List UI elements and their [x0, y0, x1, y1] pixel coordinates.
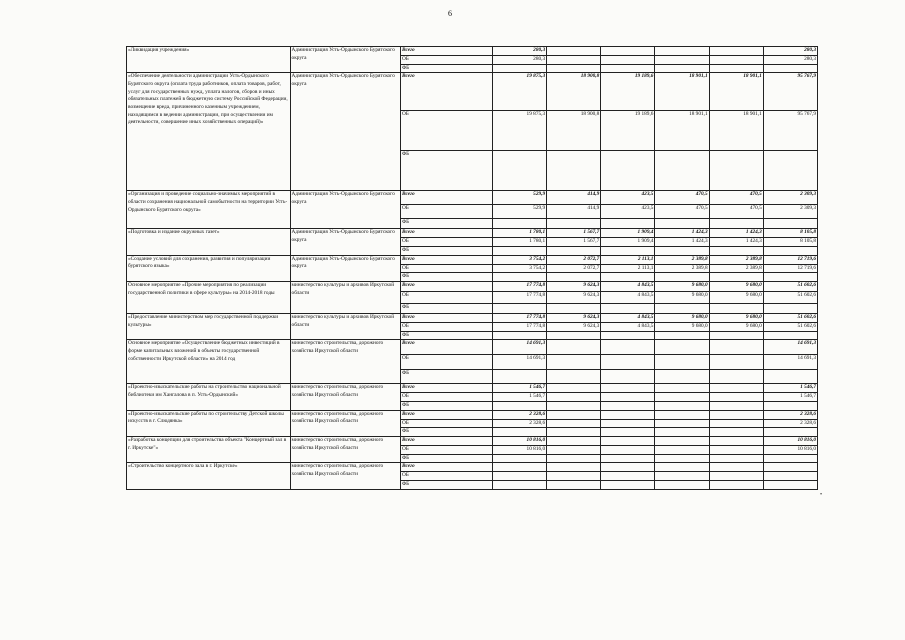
year-amount-cell: 1 567,7	[547, 229, 601, 238]
year-amount-cell	[709, 463, 763, 472]
year-amount-cell	[709, 402, 763, 411]
year-amount-cell	[547, 47, 601, 56]
year-amount-cell: 470,5	[709, 205, 763, 219]
table-row	[127, 282, 818, 292]
total-amount-cell: 10 816,0	[763, 446, 817, 455]
year-amount-cell	[547, 247, 601, 256]
activity-name-cell: «Строительство концертного зала в г. Иркутске»	[127, 463, 291, 489]
total-amount-cell	[763, 454, 817, 463]
year-amount-cell	[655, 419, 709, 428]
year-amount-cell: 280,3	[492, 47, 546, 56]
year-amount-cell	[492, 481, 546, 490]
activity-name-cell: «Разработка концепции для строительства объекта "Концертный зал в г. Иркутске"»	[127, 437, 291, 463]
year-amount-cell	[547, 219, 601, 229]
year-amount-cell	[709, 151, 763, 191]
year-amount-cell: 1 424,3	[655, 238, 709, 247]
year-amount-cell	[709, 410, 763, 419]
year-amount-cell: 414,9	[547, 205, 601, 219]
funding-source-cell: ОБ	[400, 472, 492, 481]
year-amount-cell	[655, 402, 709, 411]
total-amount-cell	[763, 481, 817, 490]
total-amount-cell: 8 105,8	[763, 229, 817, 238]
total-amount-cell: 12 719,6	[763, 264, 817, 273]
total-amount-cell: 51 602,6	[763, 314, 817, 323]
table-row	[127, 384, 818, 393]
year-amount-cell	[492, 472, 546, 481]
budget-table-container	[126, 46, 818, 490]
funding-source-cell: Всего	[400, 191, 492, 205]
year-amount-cell	[709, 437, 763, 446]
responsible-executor-cell: министерство культуры и архивов Иркутской области	[290, 282, 400, 314]
table-row	[127, 314, 818, 323]
year-amount-cell: 2 389,8	[709, 264, 763, 273]
year-amount-cell	[547, 472, 601, 481]
year-amount-cell	[601, 340, 655, 355]
total-amount-cell: 1 546,7	[763, 384, 817, 393]
year-amount-cell: 2 389,8	[655, 264, 709, 273]
year-amount-cell: 14 691,3	[492, 340, 546, 355]
year-amount-cell	[492, 64, 546, 73]
total-amount-cell	[763, 64, 817, 73]
total-amount-cell: 12 719,6	[763, 255, 817, 264]
responsible-executor-cell: Администрация Усть-Ордынского Бурятского округа	[290, 47, 400, 73]
year-amount-cell: 9 680,0	[709, 292, 763, 304]
year-amount-cell	[709, 419, 763, 428]
year-amount-cell	[547, 402, 601, 411]
year-amount-cell	[709, 446, 763, 455]
year-amount-cell	[492, 454, 546, 463]
year-amount-cell	[492, 151, 546, 191]
year-amount-cell: 18 900,8	[547, 73, 601, 111]
total-amount-cell: 10 816,0	[763, 437, 817, 446]
funding-source-cell: Всего	[400, 47, 492, 56]
funding-source-cell: ОБ	[400, 205, 492, 219]
funding-source-cell: ФБ	[400, 304, 492, 314]
activity-name-cell: «Обеспечение деятельности администрации Усть-Ордынского Бурятского округа (оплата труда работников, оплата товаров, работ, услуг для государственных нужд, уплата налогов, сборов и иных обязательных платежей в бюджетную систему Российской Федерации, возмещение вреда, причиненного казенным учреждением, находящимся в ведении администрации, при осуществлении им деятельности, совершение иных хозяйственных операций)»	[127, 73, 291, 191]
year-amount-cell: 4 843,5	[601, 314, 655, 323]
year-amount-cell: 423,5	[601, 191, 655, 205]
page-number: 6	[448, 9, 452, 18]
year-amount-cell: 470,5	[655, 205, 709, 219]
total-amount-cell: 2 328,6	[763, 410, 817, 419]
total-amount-cell	[763, 402, 817, 411]
year-amount-cell: 1 546,7	[492, 393, 546, 402]
funding-source-cell: ФБ	[400, 151, 492, 191]
funding-source-cell: ОБ	[400, 264, 492, 273]
responsible-executor-cell: министерство строительства, дорожного хозяйства Иркутской области	[290, 437, 400, 463]
year-amount-cell	[655, 47, 709, 56]
year-amount-cell	[655, 446, 709, 455]
total-amount-cell: 14 691,3	[763, 340, 817, 355]
funding-source-cell: ОБ	[400, 238, 492, 247]
funding-source-cell: ФБ	[400, 428, 492, 437]
total-amount-cell: 2 328,6	[763, 419, 817, 428]
funding-source-cell: Всего	[400, 73, 492, 111]
year-amount-cell: 1 424,3	[709, 238, 763, 247]
responsible-executor-cell: Администрация Усть-Ордынского Бурятского округа	[290, 191, 400, 229]
activity-name-cell: «Организация и проведение социально-значимых мероприятий в области сохранения национальной самобытности на территории Усть-Ордынского Бурятского округа»	[127, 191, 291, 229]
year-amount-cell	[709, 370, 763, 384]
year-amount-cell	[547, 331, 601, 340]
year-amount-cell: 2 113,1	[601, 255, 655, 264]
year-amount-cell: 4 843,5	[601, 323, 655, 332]
year-amount-cell: 18 901,1	[709, 111, 763, 151]
total-amount-cell: 51 602,6	[763, 292, 817, 304]
funding-source-cell: ОБ	[400, 323, 492, 332]
year-amount-cell	[492, 247, 546, 256]
year-amount-cell	[709, 56, 763, 65]
year-amount-cell	[601, 370, 655, 384]
year-amount-cell	[655, 410, 709, 419]
table-row	[127, 463, 818, 472]
year-amount-cell	[547, 273, 601, 282]
total-amount-cell	[763, 247, 817, 256]
year-amount-cell	[601, 64, 655, 73]
year-amount-cell	[492, 428, 546, 437]
funding-source-cell: ФБ	[400, 219, 492, 229]
year-amount-cell	[547, 384, 601, 393]
year-amount-cell	[709, 64, 763, 73]
activity-name-cell: «Ликвидация учреждения»	[127, 47, 291, 73]
year-amount-cell	[655, 437, 709, 446]
year-amount-cell	[492, 331, 546, 340]
year-amount-cell	[601, 304, 655, 314]
year-amount-cell	[547, 151, 601, 191]
funding-source-cell: ОБ	[400, 292, 492, 304]
year-amount-cell: 17 774,8	[492, 282, 546, 292]
year-amount-cell: 414,9	[547, 191, 601, 205]
year-amount-cell: 2 113,1	[601, 264, 655, 273]
year-amount-cell	[601, 428, 655, 437]
year-amount-cell: 14 691,3	[492, 355, 546, 370]
funding-source-cell: ФБ	[400, 370, 492, 384]
year-amount-cell: 2 389,8	[655, 255, 709, 264]
year-amount-cell	[709, 481, 763, 490]
year-amount-cell: 9 624,3	[547, 314, 601, 323]
responsible-executor-cell: министерство строительства, дорожного хозяйства Иркутской области	[290, 410, 400, 436]
responsible-executor-cell: министерство строительства, дорожного хозяйства Иркутской области	[290, 463, 400, 489]
year-amount-cell	[492, 370, 546, 384]
funding-source-cell: ОБ	[400, 446, 492, 455]
responsible-executor-cell: Администрация Усть-Ордынского Бурятского округа	[290, 73, 400, 191]
activity-name-cell: Основное мероприятие «Осуществление бюджетных инвестиций в форме капитальных вложений в объекты государственной собственности Иркутской области» на 2014 год	[127, 340, 291, 384]
table-row	[127, 73, 818, 111]
year-amount-cell	[492, 219, 546, 229]
table-row	[127, 255, 818, 264]
year-amount-cell	[601, 331, 655, 340]
responsible-executor-cell: Администрация Усть-Ордынского Бурятского округа	[290, 255, 400, 281]
year-amount-cell	[547, 446, 601, 455]
year-amount-cell	[601, 481, 655, 490]
funding-source-cell: ФБ	[400, 247, 492, 256]
year-amount-cell: 19 875,3	[492, 73, 546, 111]
year-amount-cell: 2 389,8	[709, 255, 763, 264]
funding-source-cell: ФБ	[400, 402, 492, 411]
year-amount-cell: 9 680,0	[709, 282, 763, 292]
year-amount-cell	[547, 64, 601, 73]
year-amount-cell	[709, 331, 763, 340]
year-amount-cell: 18 900,8	[547, 111, 601, 151]
year-amount-cell: 9 624,3	[547, 282, 601, 292]
budget-table	[126, 46, 818, 490]
total-amount-cell: 51 602,6	[763, 282, 817, 292]
activity-name-cell: «Проектно-изыскательские работы на строительство национальной библиотеки им Хангалова в п. Усть-Ордынский»	[127, 384, 291, 410]
total-amount-cell: 2 309,3	[763, 191, 817, 205]
funding-source-cell: Всего	[400, 437, 492, 446]
funding-source-cell: ОБ	[400, 419, 492, 428]
year-amount-cell	[601, 247, 655, 256]
year-amount-cell: 17 774,8	[492, 314, 546, 323]
year-amount-cell	[492, 273, 546, 282]
year-amount-cell	[655, 393, 709, 402]
funding-source-cell: ОБ	[400, 355, 492, 370]
year-amount-cell	[709, 47, 763, 56]
year-amount-cell: 529,9	[492, 205, 546, 219]
year-amount-cell: 17 774,8	[492, 292, 546, 304]
year-amount-cell	[601, 446, 655, 455]
year-amount-cell: 529,9	[492, 191, 546, 205]
year-amount-cell	[547, 463, 601, 472]
year-amount-cell	[547, 419, 601, 428]
year-amount-cell: 2 328,6	[492, 410, 546, 419]
year-amount-cell	[601, 151, 655, 191]
year-amount-cell: 1 546,7	[492, 384, 546, 393]
year-amount-cell: 1 424,3	[709, 229, 763, 238]
year-amount-cell	[655, 355, 709, 370]
total-amount-cell	[763, 219, 817, 229]
year-amount-cell	[547, 437, 601, 446]
year-amount-cell	[547, 355, 601, 370]
total-amount-cell: 14 691,3	[763, 355, 817, 370]
year-amount-cell: 470,5	[709, 191, 763, 205]
year-amount-cell: 9 680,0	[655, 292, 709, 304]
activity-name-cell: Основное мероприятие «Прочие мероприятия по реализации государственной политики в сфере культуры» на 2014-2018 годы	[127, 282, 291, 314]
funding-source-cell: Всего	[400, 463, 492, 472]
funding-source-cell: ОБ	[400, 111, 492, 151]
year-amount-cell	[709, 428, 763, 437]
year-amount-cell	[655, 370, 709, 384]
year-amount-cell	[601, 419, 655, 428]
year-amount-cell	[655, 151, 709, 191]
year-amount-cell	[655, 331, 709, 340]
year-amount-cell	[655, 472, 709, 481]
year-amount-cell: 19 189,6	[601, 73, 655, 111]
year-amount-cell	[655, 463, 709, 472]
funding-source-cell: ФБ	[400, 481, 492, 490]
year-amount-cell: 1 909,4	[601, 238, 655, 247]
year-amount-cell: 17 774,8	[492, 323, 546, 332]
year-amount-cell: 1 780,1	[492, 238, 546, 247]
year-amount-cell: 2 328,6	[492, 419, 546, 428]
year-amount-cell: 2 072,7	[547, 264, 601, 273]
year-amount-cell	[601, 472, 655, 481]
funding-source-cell: ФБ	[400, 331, 492, 340]
year-amount-cell	[547, 428, 601, 437]
year-amount-cell	[655, 428, 709, 437]
total-amount-cell	[763, 472, 817, 481]
year-amount-cell	[547, 370, 601, 384]
year-amount-cell	[709, 454, 763, 463]
year-amount-cell	[601, 454, 655, 463]
year-amount-cell	[709, 304, 763, 314]
year-amount-cell	[655, 247, 709, 256]
total-amount-cell: 8 105,8	[763, 238, 817, 247]
year-amount-cell	[547, 304, 601, 314]
total-amount-cell	[763, 331, 817, 340]
year-amount-cell: 18 901,1	[709, 73, 763, 111]
funding-source-cell: ФБ	[400, 273, 492, 282]
year-amount-cell: 4 843,5	[601, 282, 655, 292]
year-amount-cell	[601, 410, 655, 419]
year-amount-cell	[492, 463, 546, 472]
year-amount-cell: 9 680,0	[709, 323, 763, 332]
year-amount-cell	[601, 219, 655, 229]
year-amount-cell	[601, 402, 655, 411]
total-amount-cell: 280,3	[763, 47, 817, 56]
year-amount-cell	[601, 393, 655, 402]
budget-table-body	[127, 47, 818, 490]
activity-name-cell: «Проектно-изыскательские работы по строительству Детской школы искусств в г. Слюдянка»	[127, 410, 291, 436]
year-amount-cell	[601, 56, 655, 65]
funding-source-cell: ОБ	[400, 393, 492, 402]
year-amount-cell	[655, 64, 709, 73]
year-amount-cell	[655, 219, 709, 229]
total-amount-cell: 95 767,9	[763, 111, 817, 151]
funding-source-cell: Всего	[400, 282, 492, 292]
year-amount-cell: 9 680,0	[655, 282, 709, 292]
activity-name-cell: «Создание условий для сохранения, развития и популяризации бурятского языка»	[127, 255, 291, 281]
table-row	[127, 191, 818, 205]
responsible-executor-cell: министерство строительства, дорожного хозяйства Иркутской области	[290, 384, 400, 410]
year-amount-cell	[709, 219, 763, 229]
total-amount-cell	[763, 370, 817, 384]
year-amount-cell: 9 624,3	[547, 323, 601, 332]
year-amount-cell	[492, 402, 546, 411]
year-amount-cell: 1 909,4	[601, 229, 655, 238]
year-amount-cell: 19 875,3	[492, 111, 546, 151]
total-amount-cell: 95 767,9	[763, 73, 817, 111]
year-amount-cell	[547, 340, 601, 355]
scan-mark: •	[820, 492, 823, 498]
total-amount-cell: 2 309,3	[763, 205, 817, 219]
total-amount-cell	[763, 273, 817, 282]
total-amount-cell	[763, 304, 817, 314]
year-amount-cell	[655, 454, 709, 463]
year-amount-cell	[601, 273, 655, 282]
total-amount-cell	[763, 428, 817, 437]
year-amount-cell	[655, 56, 709, 65]
year-amount-cell	[547, 481, 601, 490]
year-amount-cell	[709, 393, 763, 402]
total-amount-cell: 1 546,7	[763, 393, 817, 402]
year-amount-cell: 10 816,0	[492, 437, 546, 446]
year-amount-cell: 10 816,0	[492, 446, 546, 455]
table-row	[127, 340, 818, 355]
funding-source-cell: Всего	[400, 229, 492, 238]
responsible-executor-cell: министерство строительства, дорожного хозяйства Иркутской области	[290, 340, 400, 384]
year-amount-cell	[655, 384, 709, 393]
table-row	[127, 229, 818, 238]
year-amount-cell	[709, 384, 763, 393]
year-amount-cell: 1 780,1	[492, 229, 546, 238]
year-amount-cell: 9 680,0	[709, 314, 763, 323]
year-amount-cell	[547, 56, 601, 65]
year-amount-cell: 423,5	[601, 205, 655, 219]
year-amount-cell	[709, 247, 763, 256]
year-amount-cell: 4 843,5	[601, 292, 655, 304]
table-row	[127, 437, 818, 446]
funding-source-cell: Всего	[400, 384, 492, 393]
funding-source-cell: Всего	[400, 410, 492, 419]
year-amount-cell: 1 424,3	[655, 229, 709, 238]
year-amount-cell: 1 567,7	[547, 238, 601, 247]
year-amount-cell	[547, 454, 601, 463]
year-amount-cell	[601, 463, 655, 472]
total-amount-cell	[763, 151, 817, 191]
year-amount-cell: 470,5	[655, 191, 709, 205]
year-amount-cell: 18 901,1	[655, 111, 709, 151]
funding-source-cell: Всего	[400, 255, 492, 264]
total-amount-cell: 51 602,6	[763, 323, 817, 332]
funding-source-cell: ОБ	[400, 56, 492, 65]
year-amount-cell	[709, 273, 763, 282]
year-amount-cell: 3 754,2	[492, 264, 546, 273]
year-amount-cell: 18 901,1	[655, 73, 709, 111]
year-amount-cell: 9 624,3	[547, 292, 601, 304]
activity-name-cell: «Предоставление министерством мер государственной поддержки культуры»	[127, 314, 291, 340]
year-amount-cell	[655, 273, 709, 282]
year-amount-cell: 280,3	[492, 56, 546, 65]
year-amount-cell	[547, 410, 601, 419]
table-row	[127, 47, 818, 56]
funding-source-cell: Всего	[400, 340, 492, 355]
year-amount-cell	[601, 384, 655, 393]
funding-source-cell: ФБ	[400, 454, 492, 463]
year-amount-cell: 2 072,7	[547, 255, 601, 264]
year-amount-cell	[601, 437, 655, 446]
table-row	[127, 410, 818, 419]
responsible-executor-cell: министерство культуры и архивов Иркутской области	[290, 314, 400, 340]
total-amount-cell	[763, 463, 817, 472]
year-amount-cell	[492, 304, 546, 314]
year-amount-cell	[601, 355, 655, 370]
year-amount-cell: 19 189,6	[601, 111, 655, 151]
year-amount-cell	[709, 340, 763, 355]
activity-name-cell: «Подготовка и издание окружных газет»	[127, 229, 291, 255]
funding-source-cell: Всего	[400, 314, 492, 323]
year-amount-cell	[709, 472, 763, 481]
year-amount-cell	[655, 481, 709, 490]
funding-source-cell: ФБ	[400, 64, 492, 73]
year-amount-cell	[601, 47, 655, 56]
year-amount-cell: 9 680,0	[655, 323, 709, 332]
total-amount-cell: 280,3	[763, 56, 817, 65]
responsible-executor-cell: Администрация Усть-Ордынского Бурятского округа	[290, 229, 400, 255]
year-amount-cell: 9 680,0	[655, 314, 709, 323]
year-amount-cell	[655, 340, 709, 355]
year-amount-cell	[709, 355, 763, 370]
year-amount-cell: 3 754,2	[492, 255, 546, 264]
year-amount-cell	[655, 304, 709, 314]
year-amount-cell	[547, 393, 601, 402]
